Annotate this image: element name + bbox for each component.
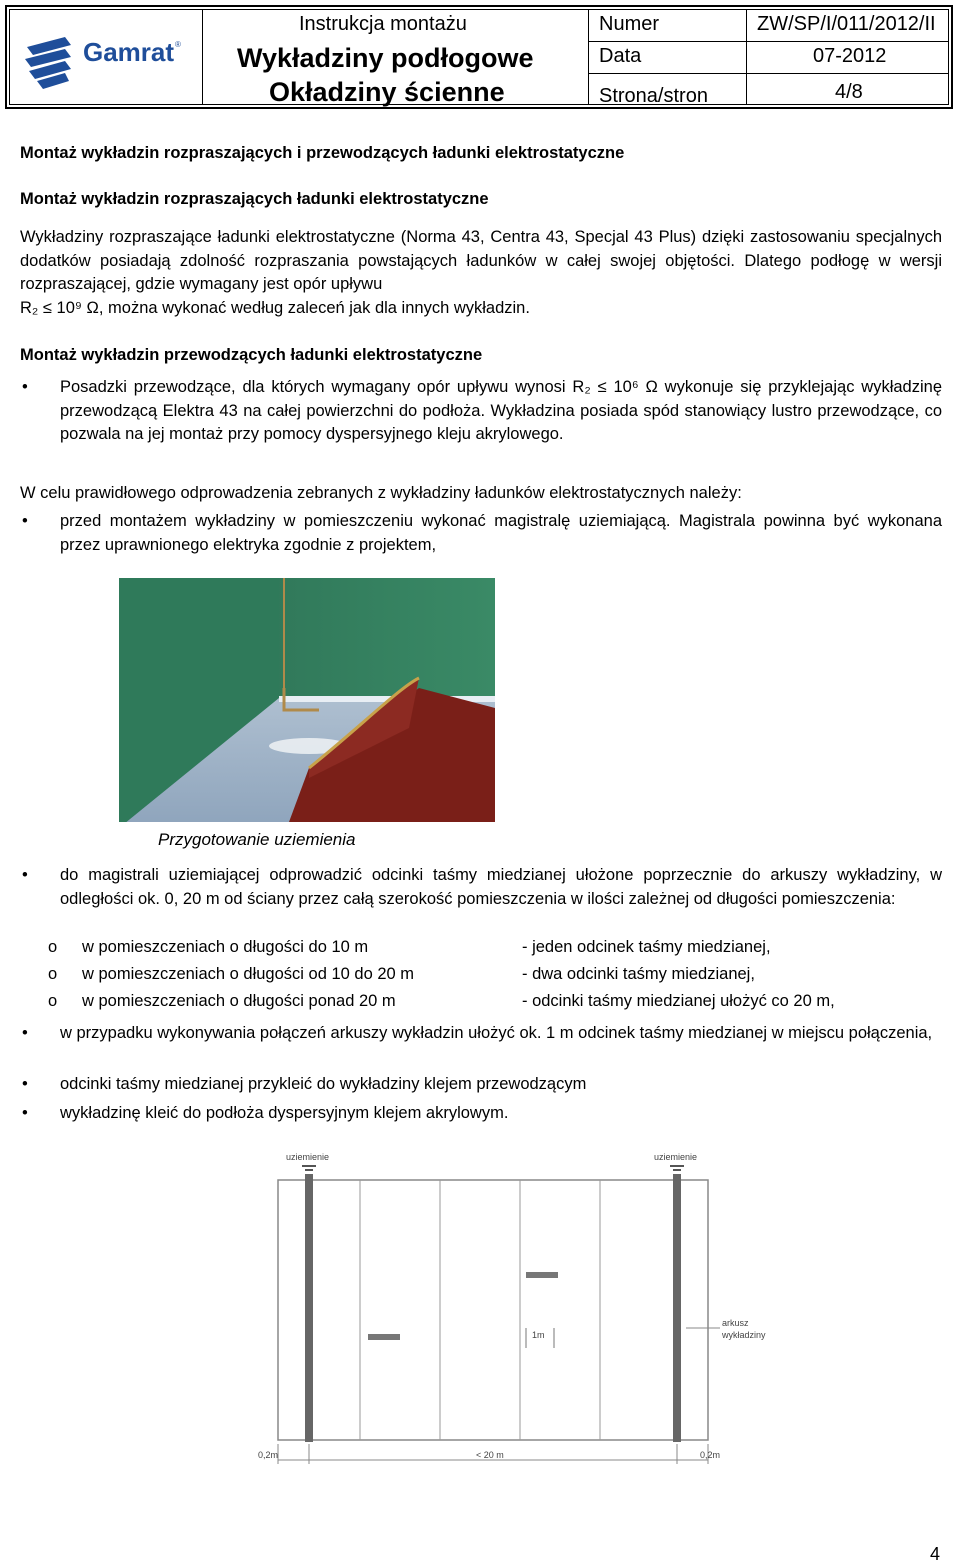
title-line2: Okładziny ścienne <box>269 77 505 107</box>
page-number: 4 <box>929 1544 940 1564</box>
heading-dissipative: Montaż wykładzin rozpraszających ładunki elektrostatyczne <box>20 190 489 208</box>
page-value: 4/8 <box>835 81 863 103</box>
document-header <box>5 5 953 109</box>
dim-right: 0,2m <box>700 1450 721 1460</box>
grounding-photo <box>119 578 495 822</box>
bullet-marker: • <box>22 1104 28 1122</box>
bullet-acrylic-glue: wykładzinę kleić do podłoża dyspersyjnym klejem akrylowym. <box>60 1104 509 1122</box>
bullet-marker: • <box>22 378 28 396</box>
subitem-right: - odcinki taśmy miedzianej ułożyć co 20 m, <box>522 992 835 1010</box>
subitem-left: w pomieszczeniach o długości do 10 m <box>82 938 369 956</box>
bullet-marker: • <box>22 1075 28 1093</box>
sheet-label-1: arkusz <box>722 1318 749 1328</box>
bullet-copper-tape: do magistrali uziemiającej odprowadzić odcinki taśmy miedzianej ułożone poprzecznie do arkuszy wykładziny, w odległości ok. 0, 20 m od ściany przez całą szerokość pomieszczenia w ilości zależnej od długości pomieszczenia: <box>60 866 942 908</box>
numer-label: Numer <box>599 13 660 35</box>
subitem-left: w pomieszczeniach o długości ponad 20 m <box>82 992 396 1010</box>
dim-left: 0,2m <box>258 1450 279 1460</box>
paragraph-instructions: W celu prawidłowego odprowadzenia zebranych z wykładziny ładunków elektrostatycznych należy: <box>20 484 742 502</box>
page-label: Strona/stron <box>599 85 708 107</box>
data-label: Data <box>599 45 642 67</box>
doc-type: Instrukcja montażu <box>299 13 467 35</box>
bullet-marker: • <box>22 512 28 530</box>
bullet-grounding-bus: przed montażem wykładziny w pomieszczeniu wykonać magistralę uziemiającą. Magistrala powinna być wykonana przez uprawnionego elektryka zgodnie z projektem, <box>60 512 942 554</box>
numer-value: ZW/SP/I/011/2012/II <box>757 13 936 35</box>
bullet-marker: • <box>22 1024 28 1042</box>
heading-conductive: Montaż wykładzin przewodzących ładunki elektrostatyczne <box>20 346 483 364</box>
grounding-diagram <box>250 1148 770 1468</box>
subitem-left: w pomieszczeniach o długości od 10 do 20 m <box>82 965 415 983</box>
dim-mid: < 20 m <box>476 1450 504 1460</box>
subitem-right: - dwa odcinki taśmy miedzianej, <box>522 965 755 983</box>
paragraph-dissipative: Wykładziny rozpraszające ładunki elektrostatyczne (Norma 43, Centra 43, Specjal 43 Plus) dzięki zastosowaniu specjalnych dodatków posiadają zdolność rozpraszania powstających ładunków w całej swojej objętości. Dlatego podłogę w wersji rozpraszającej, gdzie wymagany jest opór upływu <box>20 228 942 293</box>
title-line1: Wykładziny podłogowe <box>237 43 534 73</box>
sheet-label-2: wykładziny <box>722 1330 766 1340</box>
bullet-conductive-floors: Posadzki przewodzące, dla których wymagany opór upływu wynosi R₂ ≤ 10⁶ Ω wykonuje się przyklejając wykładzinę przewodzącą Elektra 43 na całej powierzchni do podłoża. Wykładzina posiada spód stanowiący lustro przewodzące, co pozwala na jej montaż przy pomocy dyspersyjnego kleju akrylowego. <box>60 378 942 443</box>
gamrat-logo <box>25 35 195 91</box>
ground-label-right: uziemienie <box>654 1152 698 1162</box>
svg-text:®: ® <box>175 40 181 49</box>
svg-text:Gamrat: Gamrat <box>83 37 175 67</box>
bullet-conductive-glue: odcinki taśmy miedzianej przykleić do wykładziny klejem przewodzącym <box>60 1075 587 1093</box>
bullet-marker: • <box>22 866 28 884</box>
paragraph-formula: R₂ ≤ 10⁹ Ω, można wykonać według zaleceń jak dla innych wykładzin. <box>20 299 530 317</box>
subitem-right: - jeden odcinek taśmy miedzianej, <box>522 938 771 956</box>
bullet-joints: w przypadku wykonywania połączeń arkuszy wykładzin ułożyć ok. 1 m odcinek taśmy miedzianej w miejscu połączenia, <box>60 1024 933 1042</box>
one-m-label: 1m <box>532 1330 545 1340</box>
photo-caption: Przygotowanie uziemienia <box>158 830 356 849</box>
heading-main: Montaż wykładzin rozpraszających i przewodzących ładunki elektrostatyczne <box>20 144 625 162</box>
ground-label-left: uziemienie <box>286 1152 330 1162</box>
data-value: 07-2012 <box>813 45 887 67</box>
